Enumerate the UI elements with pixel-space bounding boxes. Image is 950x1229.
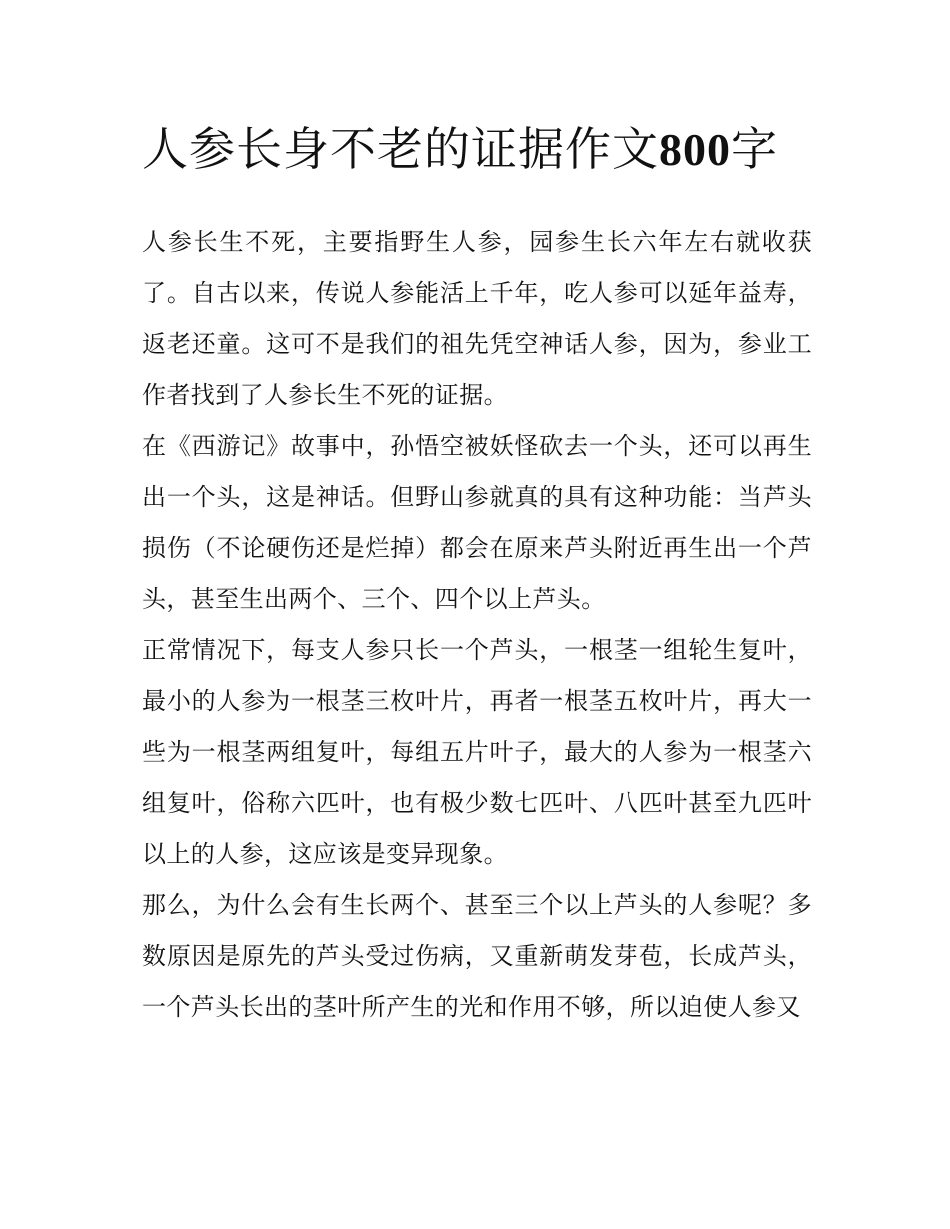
title-main: 人参长身不老的证据作文 xyxy=(142,122,659,176)
title-number: 800 xyxy=(659,124,731,175)
document-body xyxy=(142,217,812,1033)
paragraph-2: 在《西游记》故事中，孙悟空被妖怪砍去一个头，还可以再生出一个头，这是神话。但野山参就真的具有这种功能：当芦头损伤（不论硬伤还是烂掉）都会在原来芦头附近再生出一个芦头，甚至生出两个、三个、四个以上芦头。 xyxy=(142,432,812,613)
paragraph-3: 正常情况下，每支人参只长一个芦头，一根茎一组轮生复叶，最小的人参为一根茎三枚叶片，再者一根茎五枚叶片，再大一些为一根茎两组复叶，每组五片叶子，最大的人参为一根茎六组复叶，俗称六匹叶，也有极少数七匹叶、八匹叶甚至九匹叶以上的人参，这应该是变异现象。 xyxy=(142,636,812,868)
paragraph-4: 那么，为什么会有生长两个、甚至三个以上芦头的人参呢？多数原因是原先的芦头受过伤病，又重新萌发芽苞，长成芦头，一个芦头长出的茎叶所产生的光和作用不够，所以迫使人参又 xyxy=(142,891,812,1021)
title-suffix: 字 xyxy=(731,122,778,176)
document-content xyxy=(142,112,812,1033)
document-title xyxy=(142,112,812,187)
paragraph-1: 人参长生不死，主要指野生人参，园参生长六年左右就收获了。自古以来，传说人参能活上千年，吃人参可以延年益寿，返老还童。这可不是我们的祖先凭空神话人参，因为，参业工作者找到了人参长生不死的证据。 xyxy=(142,228,812,409)
